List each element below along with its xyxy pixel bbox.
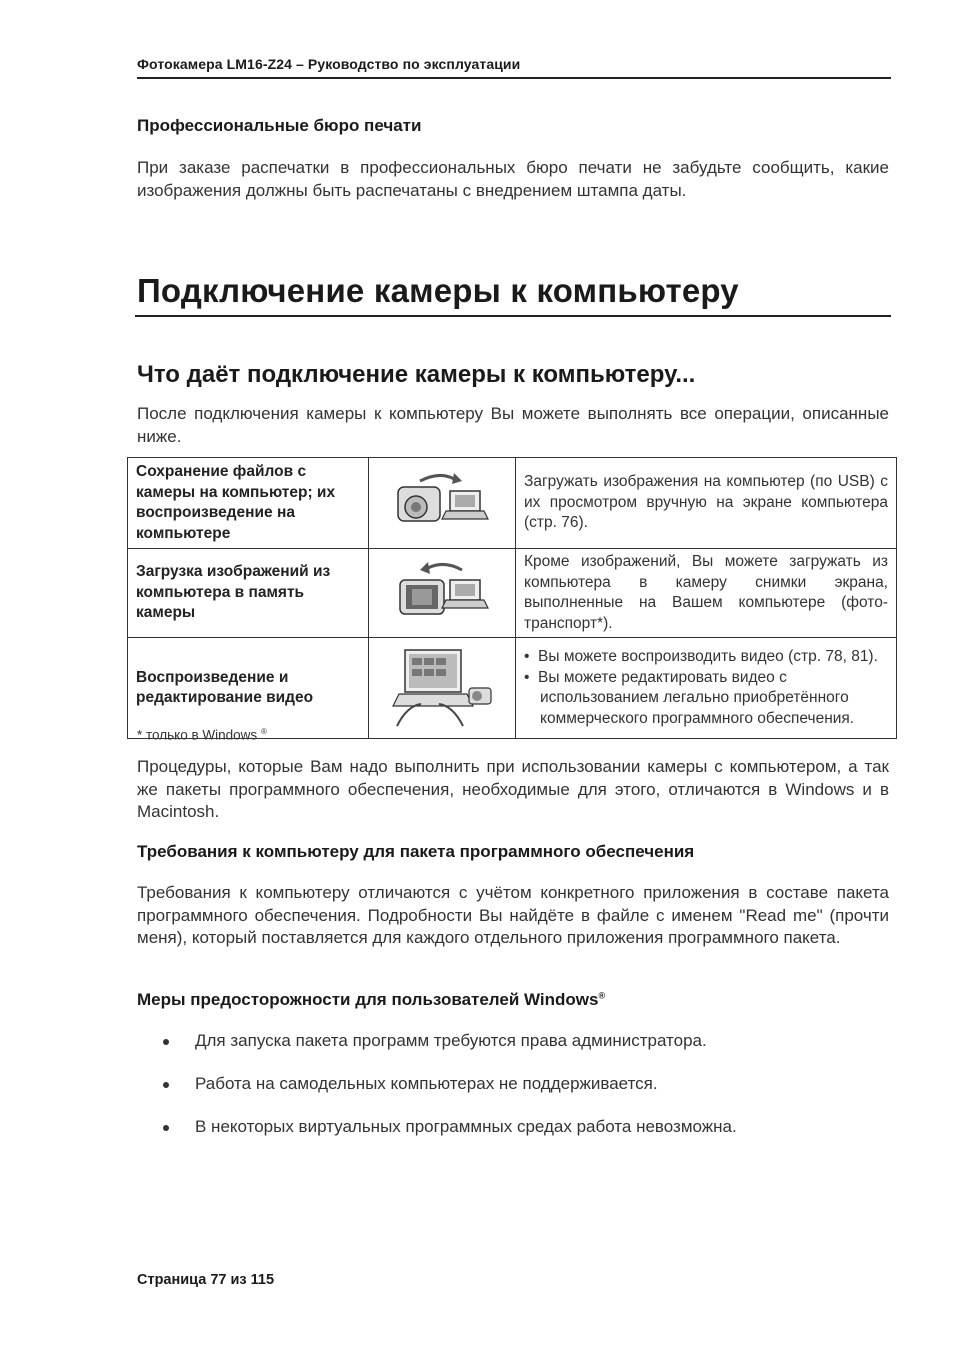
section-title: Что даёт подключение камеры к компьютеру... bbox=[137, 361, 696, 388]
table-row bbox=[128, 638, 897, 739]
table-row bbox=[128, 458, 897, 549]
features-table bbox=[127, 457, 897, 739]
main-title-divider bbox=[135, 315, 891, 317]
bullet-icon bbox=[163, 1125, 169, 1131]
camera-to-laptop-icon bbox=[369, 458, 516, 549]
laptop-to-camera-icon bbox=[369, 549, 516, 638]
bullet-icon bbox=[163, 1082, 169, 1088]
header-divider bbox=[137, 77, 891, 79]
requirements-heading: Требования к компьютеру для пакета программного обеспечения bbox=[137, 842, 695, 861]
video-editing-icon bbox=[369, 638, 516, 739]
row-description bbox=[516, 638, 897, 739]
intro-text: После подключения камеры к компьютеру Вы можете выполнять все операции, описанные ниже. bbox=[137, 404, 889, 446]
footnote: * только в Windows ® bbox=[137, 727, 267, 743]
row-description: Загружать изображения на компьютер (по USB) с их просмотром вручную на экране компьютера (стр. 76). bbox=[516, 458, 897, 549]
list-item: • Вы можете воспроизводить видео (стр. 78, 81). bbox=[524, 648, 878, 665]
document-header: Фотокамера LM16-Z24 – Руководство по эксплуатации bbox=[137, 56, 521, 72]
table-row bbox=[128, 549, 897, 638]
procedures-text: Процедуры, которые Вам надо выполнить при использовании камеры с компьютером, а так же пакеты программного обеспечения, необходимые для этого, отличаются в Windows и в Macintosh. bbox=[137, 757, 889, 821]
print-bureau-heading: Профессиональные бюро печати bbox=[137, 116, 422, 135]
row-description: Кроме изображений, Вы можете загружать из компьютера в камеру снимки экрана, выполненные на Вашем компьютере (фото-транспорт*). bbox=[516, 549, 897, 638]
main-title: Подключение камеры к компьютеру bbox=[137, 272, 739, 309]
bullet-icon bbox=[163, 1039, 169, 1045]
page-number: Страница 77 из 115 bbox=[137, 1272, 275, 1288]
requirements-text: Требования к компьютеру отличаются с учётом конкретного приложения в составе пакета программного обеспечения. Подробности Вы найдёте в файле с именем "Read me" (прочти меня), который поставляется для каждого отдельного приложения программного пакета. bbox=[137, 883, 889, 947]
print-bureau-text: При заказе распечатки в профессиональных бюро печати не забудьте сообщить, какие изображения должны быть распечатаны с внедрением штампа даты. bbox=[137, 158, 889, 200]
row-label: Загрузка изображений из компьютера в память камеры bbox=[128, 549, 369, 638]
row-label: Сохранение файлов с камеры на компьютер; их воспроизведение на компьютере bbox=[128, 458, 369, 549]
row-label: Воспроизведение и редактирование видео bbox=[128, 638, 369, 739]
windows-precautions-heading: Меры предосторожности для пользователей Windows® bbox=[137, 990, 606, 1009]
list-item: • Вы можете редактировать видео с использованием легально приобретённого коммерческого программного обеспечения. bbox=[524, 668, 855, 727]
